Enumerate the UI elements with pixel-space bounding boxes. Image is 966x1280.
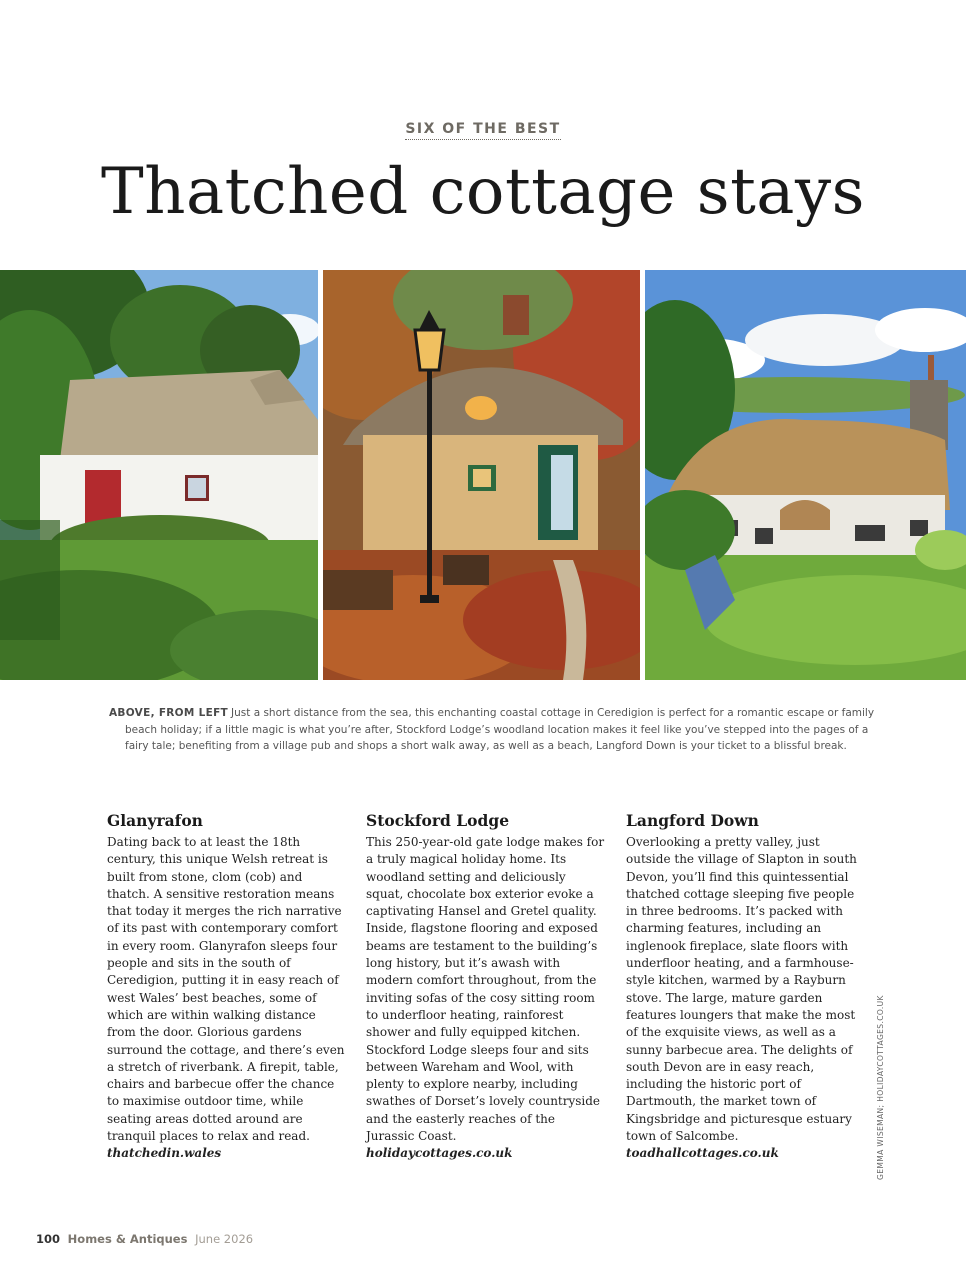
page-number: 100 xyxy=(36,1232,61,1246)
photo-credit: GEMMA WISEMAN; HOLIDAYCOTTAGES.CO.UK xyxy=(876,995,885,1180)
photo-glanyrafon xyxy=(0,270,318,680)
article-website-link[interactable]: toadhallcottages.co.uk xyxy=(626,1146,779,1161)
article-body xyxy=(366,834,606,1163)
photo-caption xyxy=(109,705,877,755)
page-footer xyxy=(36,1232,253,1246)
glanyrafon-illustration xyxy=(0,270,318,680)
article-langford-down xyxy=(626,810,866,1163)
photo-stockford-lodge xyxy=(323,270,640,680)
magazine-name: Homes & Antiques xyxy=(67,1232,188,1246)
issue-date: June 2026 xyxy=(195,1232,254,1246)
article-text: Overlooking a pretty valley, just outside the village of Slapton in south Devon, you’ll find this quintessential thatched cottage sleeping five people in three bedrooms. It’s packed with charming features, including an inglenook fireplace, slate floors with underfloor heating, and a farmhouse-style kitchen, warmed by a Rayburn stove. The large, mature garden features loungers that make the most of the exquisite views, as well as a sunny barbecue area. The delights of south Devon are in easy reach, including the historic port of Dartmouth, the market town of Kingsbridge and picturesque estuary town of Salcombe. xyxy=(626,835,857,1144)
caption-text: Just a short distance from the sea, this enchanting coastal cottage in Ceredigion is perfect for a romantic escape or family beach holiday; if a little magic is what you’re after, Stockford Lodge’s woodland location makes it feel like you’ve stepped into the pages of a fairy tale; benefiting from a village pub and shops a short walk away, as well as a beach, Langford Down is your ticket to a blissful break. xyxy=(125,707,875,752)
article-text: Dating back to at least the 18th century, this unique Welsh retreat is built from stone, clom (cob) and thatch. A sensitive restoration means that today it merges the rich narrative of its past with contemporary comfort in every room. Glanyrafon sleeps four people and sits in the south of Ceredigion, putting it in easy reach of west Wales’ best beaches, some of which are within walking distance from the door. Glorious gardens surround the cottage, and there’s even a stretch of riverbank. A firepit, table, chairs and barbecue offer the chance to maximise outdoor time, while seating areas dotted around are tranquil places to relax and read. xyxy=(107,835,345,1144)
article-body xyxy=(107,834,347,1163)
article-website-link[interactable]: holidaycottages.co.uk xyxy=(366,1146,513,1161)
page-title: Thatched cottage stays xyxy=(101,155,865,229)
article-glanyrafon xyxy=(107,810,347,1163)
caption-lead: ABOVE, FROM LEFT xyxy=(109,707,229,719)
section-kicker xyxy=(0,121,966,137)
article-heading: Glanyrafon xyxy=(107,811,203,830)
article-stockford-lodge xyxy=(366,810,606,1163)
article-body xyxy=(626,834,866,1163)
photo-langford-down xyxy=(645,270,966,680)
article-heading: Langford Down xyxy=(626,811,759,830)
kicker-text: SIX OF THE BEST xyxy=(405,121,560,140)
stockford-lodge-illustration xyxy=(323,270,640,680)
article-website-link[interactable]: thatchedin.wales xyxy=(107,1146,222,1161)
article-heading: Stockford Lodge xyxy=(366,811,510,830)
langford-down-illustration xyxy=(645,270,966,680)
article-text: This 250-year-old gate lodge makes for a truly magical holiday home. Its woodland setting and deliciously squat, chocolate box exterior evoke a captivating Hansel and Gretel quality. Inside, flagstone flooring and exposed beams are testament to the building’s long history, but it’s awash with modern comfort throughout, from the inviting sofas of the cosy sitting room to underfloor heating, rainforest shower and fully equipped kitchen. Stockford Lodge sleeps four and sits between Wareham and Wool, with plenty to explore nearby, including swathes of Dorset’s lovely countryside and the easterly reaches of the Jurassic Coast. xyxy=(366,835,605,1144)
